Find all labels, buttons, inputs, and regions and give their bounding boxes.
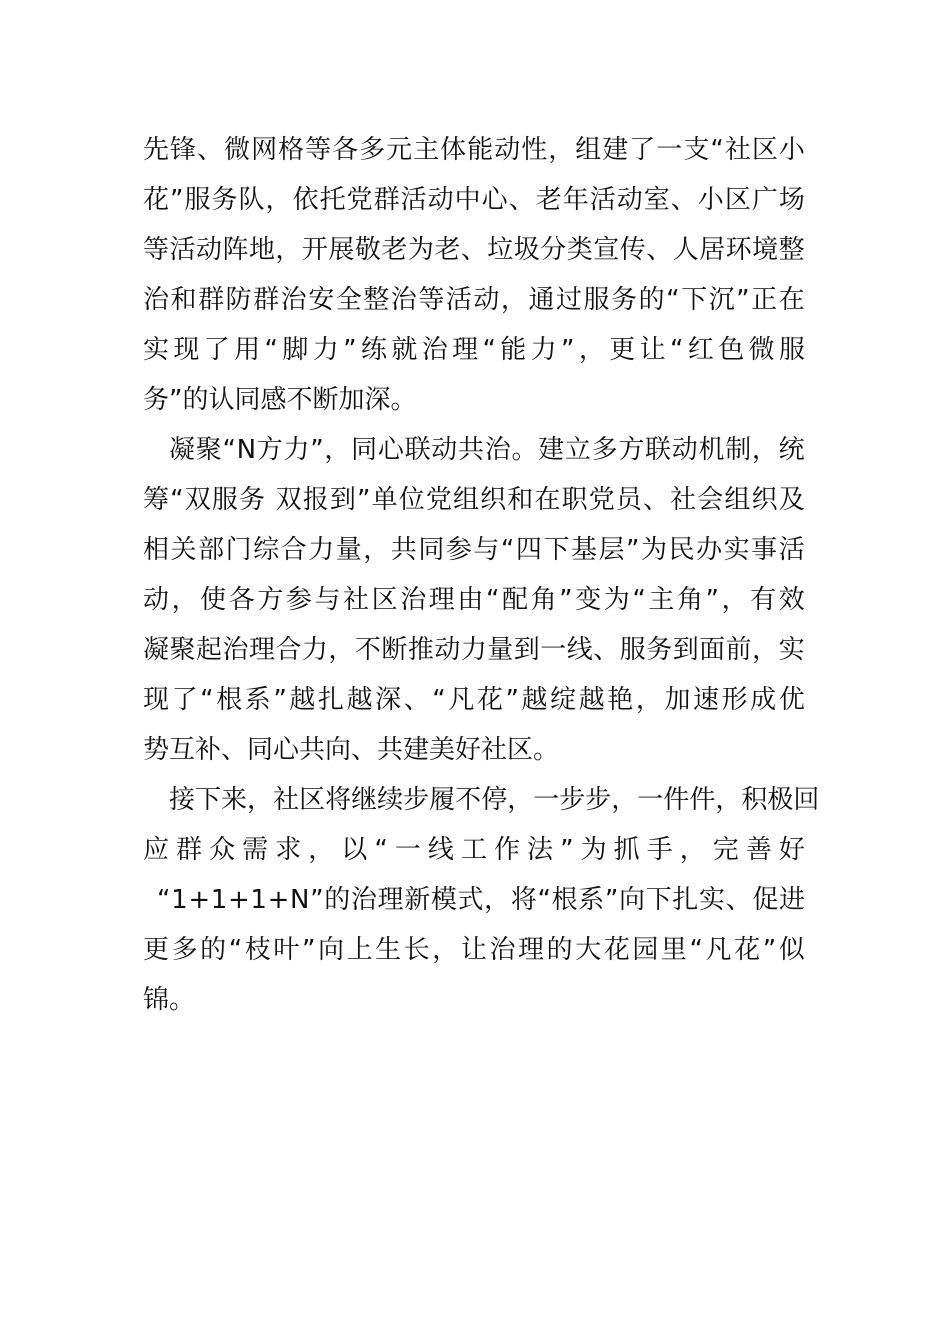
- text-line: 务”的认同感不断加深。: [143, 385, 417, 415]
- text-line: 实 现 了 用 “ 脚 力 ” 练 就 治 理 “ 能 力 ” ， 更 让 “ 红 色 微 服: [143, 335, 805, 365]
- text-line: 治 和 群 防 群 治 安 全 整 治 等 活 动 ， 通 过 服 务 的 “ 下 沉 ” 正 在: [143, 285, 805, 315]
- paragraph-joint-governance: [143, 425, 805, 775]
- text-line-indented: 接 下 来 ， 社 区 将 继 续 步 履 不 停 ， 一 步 步 ， 一 件 件 ， 积 极 回: [169, 785, 820, 815]
- text-line: 凝 聚 起 治 理 合 力 ， 不 断 推 动 力 量 到 一 线 、 服 务 到 面 前 ， 实: [143, 635, 805, 665]
- text-line: 现 了 “ 根 系 ” 越 扎 越 深 、 “ 凡 花 ” 越 绽 越 艳 ， 加 速 形 成 优: [143, 685, 805, 715]
- text-line: 动 ， 使 各 方 参 与 社 区 治 理 由 “ 配 角 ” 变 为 “ 主 角 ” ， 有 效: [143, 585, 805, 615]
- text-line: “ 1 + 1 + 1 + N ” 的 治 理 新 模 式 ， 将 “ 根 系 ” 向 下 扎 实 、 促 进: [157, 885, 805, 915]
- text-line: 应 群 众 需 求 ， 以 “ 一 线 工 作 法 ” 为 抓 手 ， 完 善 好: [143, 835, 805, 865]
- text-line: 先 锋 、 微 网 格 等 各 多 元 主 体 能 动 性 ， 组 建 了 一 支 “ 社 区 小: [143, 135, 805, 165]
- text-line: 锦。: [143, 985, 196, 1015]
- paragraph-next-steps: [143, 775, 820, 1025]
- text-line: 花 ” 服 务 队 ， 依 托 党 群 活 动 中 心 、 老 年 活 动 室 、 小 区 广 场: [143, 185, 805, 215]
- text-line: 筹 “ 双 服 务 双 报 到 ” 单 位 党 组 织 和 在 职 党 员 、 社 会 组 织 及: [143, 485, 805, 515]
- text-line-indented: 凝 聚 “ N 方 力 ” ， 同 心 联 动 共 治 。 建 立 多 方 联 动 机 制 ， 统: [169, 435, 805, 465]
- text-line: 势互补、同心共向、共建美好社区。: [143, 735, 560, 765]
- text-line: 相 关 部 门 综 合 力 量 ， 共 同 参 与 “ 四 下 基 层 ” 为 民 办 实 事 活: [143, 535, 805, 565]
- paragraph-continuation: [143, 125, 805, 425]
- text-line: 更 多 的 “ 枝 叶 ” 向 上 生 长 ， 让 治 理 的 大 花 园 里 “ 凡 花 ” 似: [143, 935, 805, 965]
- text-line: 等 活 动 阵 地 ， 开 展 敬 老 为 老 、 垃 圾 分 类 宣 传 、 人 居 环 境 整: [143, 235, 805, 265]
